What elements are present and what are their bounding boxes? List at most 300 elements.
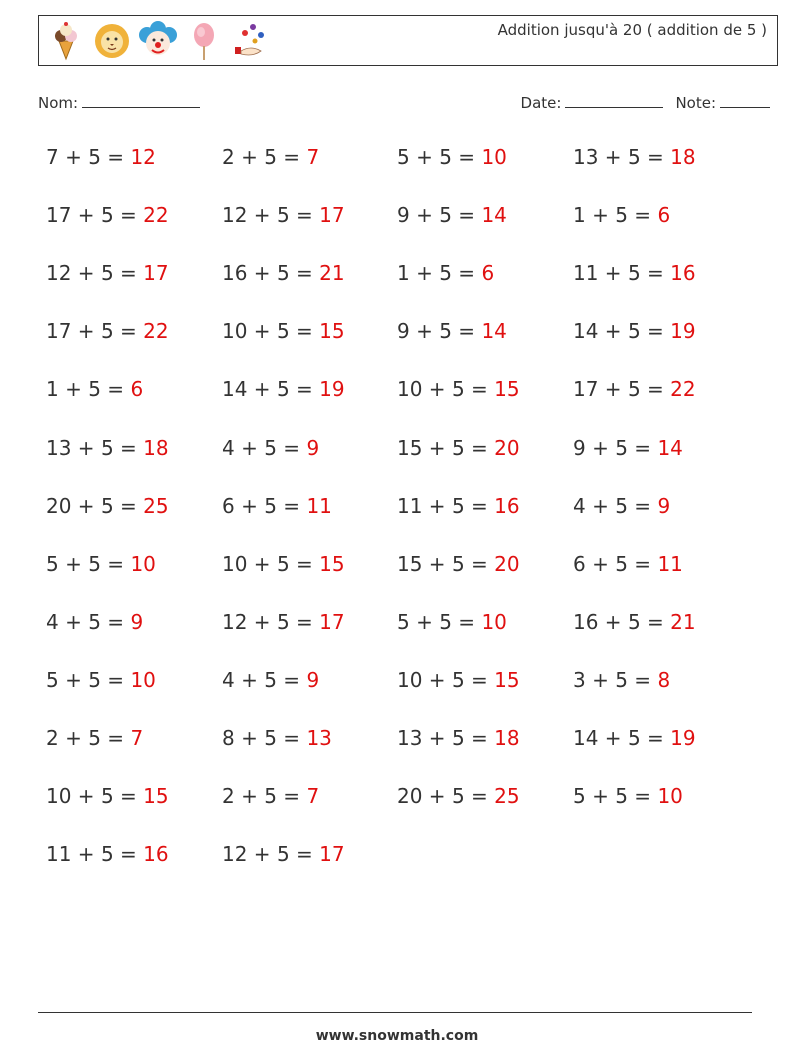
plus-sign: + xyxy=(234,784,265,809)
ice-cream-icon xyxy=(47,21,85,61)
answer: 16 xyxy=(143,842,169,867)
addition-problem xyxy=(573,668,670,692)
addend-b: 5 xyxy=(100,261,114,286)
equals-sign: = xyxy=(100,667,131,692)
equals-sign: = xyxy=(100,726,131,750)
addend-b: 5 xyxy=(615,784,628,809)
equals-sign: = xyxy=(289,203,320,228)
addition-problem xyxy=(222,552,345,576)
score-label: Note: xyxy=(675,94,716,112)
cotton-candy-icon xyxy=(185,21,223,61)
addition-problem xyxy=(573,494,670,518)
plus-sign: + xyxy=(247,203,277,228)
addition-problem xyxy=(397,261,494,285)
answer: 10 xyxy=(481,609,507,634)
equals-sign: = xyxy=(464,726,495,750)
addition-problem xyxy=(573,610,696,634)
answer: 8 xyxy=(657,667,671,692)
answer: 22 xyxy=(143,203,169,228)
name-field xyxy=(38,93,200,112)
addition-problem xyxy=(573,784,683,808)
juggling-icon xyxy=(231,21,269,61)
addend-b: 5 xyxy=(100,493,114,518)
answer: 9 xyxy=(306,435,320,460)
answer: 9 xyxy=(657,493,671,518)
addition-problem xyxy=(573,319,696,343)
clown-icon xyxy=(139,21,177,61)
addition-problem xyxy=(46,726,143,750)
equals-sign: = xyxy=(100,145,131,169)
addend-a: 12 xyxy=(222,842,248,867)
answer: 10 xyxy=(657,784,683,809)
plus-sign: + xyxy=(71,203,101,228)
addend-a: 11 xyxy=(573,261,599,286)
addition-problem xyxy=(397,494,520,518)
answer: 14 xyxy=(657,435,683,460)
plus-sign: + xyxy=(234,435,265,460)
addend-a: 7 xyxy=(46,145,59,169)
addend-a: 9 xyxy=(397,203,410,228)
addition-problem xyxy=(46,784,169,808)
answer: 17 xyxy=(319,842,345,867)
equals-sign: = xyxy=(113,261,144,286)
addend-a: 16 xyxy=(573,609,599,634)
plus-sign: + xyxy=(409,203,440,228)
addend-b: 5 xyxy=(100,784,114,809)
addend-b: 5 xyxy=(100,203,114,228)
addend-b: 5 xyxy=(276,319,290,344)
addend-a: 4 xyxy=(573,493,586,518)
answer: 7 xyxy=(306,145,320,169)
equals-sign: = xyxy=(464,551,495,576)
addition-problem xyxy=(46,494,169,518)
addition-problem xyxy=(397,145,507,169)
addend-a: 10 xyxy=(397,667,423,692)
equals-sign: = xyxy=(640,609,671,634)
addend-a: 5 xyxy=(397,145,410,169)
addend-b: 5 xyxy=(276,377,290,402)
addend-b: 5 xyxy=(100,319,114,344)
addend-a: 2 xyxy=(222,784,235,809)
answer: 17 xyxy=(143,261,169,286)
addend-b: 5 xyxy=(627,319,641,344)
equals-sign: = xyxy=(464,784,495,809)
addend-b: 5 xyxy=(276,551,290,576)
plus-sign: + xyxy=(422,435,452,460)
addition-problem xyxy=(397,377,520,401)
name-blank[interactable] xyxy=(82,93,200,108)
equals-sign: = xyxy=(451,145,482,169)
plus-sign: + xyxy=(422,493,452,518)
plus-sign: + xyxy=(409,609,440,634)
worksheet-title: Addition jusqu'à 20 ( addition de 5 ) xyxy=(497,21,767,39)
answer: 17 xyxy=(319,609,345,634)
addend-b: 5 xyxy=(439,319,452,344)
answer: 10 xyxy=(481,145,507,169)
answer: 18 xyxy=(143,435,169,460)
date-score-fields xyxy=(521,93,770,112)
answer: 6 xyxy=(481,261,495,286)
answer: 15 xyxy=(319,319,345,344)
addition-problem xyxy=(397,784,520,808)
equals-sign: = xyxy=(451,319,482,344)
addend-b: 5 xyxy=(88,145,101,169)
addend-a: 11 xyxy=(397,493,423,518)
addend-b: 5 xyxy=(88,667,101,692)
addend-a: 17 xyxy=(46,319,72,344)
answer: 16 xyxy=(670,261,696,286)
answer: 7 xyxy=(306,784,320,809)
date-label: Date: xyxy=(520,94,562,112)
equals-sign: = xyxy=(289,842,320,867)
plus-sign: + xyxy=(409,319,440,344)
answer: 25 xyxy=(143,493,169,518)
equals-sign: = xyxy=(464,377,495,402)
answer: 17 xyxy=(319,203,345,228)
addition-problem xyxy=(222,203,345,227)
answer: 13 xyxy=(306,726,332,750)
addend-a: 4 xyxy=(222,667,235,692)
addend-a: 13 xyxy=(573,145,599,169)
equals-sign: = xyxy=(276,493,307,518)
addition-problem xyxy=(46,436,169,460)
plus-sign: + xyxy=(71,319,101,344)
addition-problem xyxy=(46,145,156,169)
equals-sign: = xyxy=(100,377,131,402)
answer: 9 xyxy=(130,609,144,634)
equals-sign: = xyxy=(451,261,482,286)
addend-a: 10 xyxy=(222,551,248,576)
plus-sign: + xyxy=(71,784,101,809)
plus-sign: + xyxy=(422,667,452,692)
addend-b: 5 xyxy=(264,435,277,460)
addend-b: 5 xyxy=(627,726,641,750)
addition-problem xyxy=(222,842,345,866)
addend-b: 5 xyxy=(264,784,277,809)
name-label: Nom: xyxy=(38,94,79,112)
addend-b: 5 xyxy=(439,203,452,228)
equals-sign: = xyxy=(627,667,658,692)
addend-b: 5 xyxy=(627,609,641,634)
plus-sign: + xyxy=(58,609,89,634)
equals-sign: = xyxy=(640,145,671,169)
addition-problem xyxy=(222,145,319,169)
answer: 11 xyxy=(657,551,683,576)
addend-b: 5 xyxy=(451,377,465,402)
addend-b: 5 xyxy=(439,145,452,169)
addend-a: 6 xyxy=(573,551,586,576)
plus-sign: + xyxy=(58,667,89,692)
addend-a: 1 xyxy=(573,203,586,228)
addend-a: 12 xyxy=(222,609,248,634)
addition-problem xyxy=(573,726,696,750)
plus-sign: + xyxy=(71,261,101,286)
addend-a: 5 xyxy=(46,667,59,692)
plus-sign: + xyxy=(58,726,89,750)
answer: 11 xyxy=(306,493,332,518)
equals-sign: = xyxy=(289,377,320,402)
addend-b: 5 xyxy=(100,842,114,867)
addend-a: 9 xyxy=(397,319,410,344)
plus-sign: + xyxy=(58,377,89,402)
addend-a: 1 xyxy=(397,261,410,286)
plus-sign: + xyxy=(598,726,628,750)
plus-sign: + xyxy=(409,145,440,169)
addend-b: 5 xyxy=(264,667,277,692)
footer-url: www.snowmath.com xyxy=(315,1028,479,1044)
plus-sign: + xyxy=(247,609,277,634)
equals-sign: = xyxy=(289,319,320,344)
answer: 10 xyxy=(130,667,156,692)
addend-b: 5 xyxy=(276,842,290,867)
equals-sign: = xyxy=(627,203,658,228)
equals-sign: = xyxy=(640,319,671,344)
plus-sign: + xyxy=(598,377,628,402)
equals-sign: = xyxy=(451,203,482,228)
answer: 15 xyxy=(319,551,345,576)
addend-a: 15 xyxy=(397,551,423,576)
plus-sign: + xyxy=(247,551,277,576)
plus-sign: + xyxy=(422,551,452,576)
equals-sign: = xyxy=(464,435,495,460)
answer: 19 xyxy=(670,726,696,750)
equals-sign: = xyxy=(100,609,131,634)
plus-sign: + xyxy=(234,145,265,169)
addend-b: 5 xyxy=(627,261,641,286)
equals-sign: = xyxy=(276,784,307,809)
plus-sign: + xyxy=(247,261,277,286)
plus-sign: + xyxy=(422,784,452,809)
answer: 19 xyxy=(670,319,696,344)
equals-sign: = xyxy=(113,842,144,867)
addend-a: 10 xyxy=(222,319,248,344)
answer: 22 xyxy=(143,319,169,344)
equals-sign: = xyxy=(113,435,144,460)
equals-sign: = xyxy=(289,609,320,634)
plus-sign: + xyxy=(422,377,452,402)
addend-b: 5 xyxy=(451,667,465,692)
addition-problem xyxy=(222,436,319,460)
addition-problem xyxy=(46,610,143,634)
answer: 15 xyxy=(143,784,169,809)
plus-sign: + xyxy=(598,319,628,344)
equals-sign: = xyxy=(113,319,144,344)
answer: 18 xyxy=(494,726,520,750)
addend-b: 5 xyxy=(276,609,290,634)
addition-problem xyxy=(46,319,169,343)
addend-a: 13 xyxy=(46,435,72,460)
plus-sign: + xyxy=(585,667,616,692)
addend-b: 5 xyxy=(627,145,641,169)
equals-sign: = xyxy=(464,493,495,518)
equals-sign: = xyxy=(451,609,482,634)
addend-a: 13 xyxy=(397,726,423,750)
equals-sign: = xyxy=(113,203,144,228)
answer: 14 xyxy=(481,203,507,228)
answer: 10 xyxy=(130,551,156,576)
addend-b: 5 xyxy=(615,551,628,576)
addend-a: 2 xyxy=(222,145,235,169)
addend-a: 4 xyxy=(46,609,59,634)
addend-a: 10 xyxy=(46,784,72,809)
addition-problem xyxy=(573,261,696,285)
equals-sign: = xyxy=(627,435,658,460)
addend-a: 5 xyxy=(46,551,59,576)
addend-b: 5 xyxy=(615,667,628,692)
plus-sign: + xyxy=(58,551,89,576)
addition-problem xyxy=(222,494,332,518)
equals-sign: = xyxy=(640,377,671,402)
answer: 15 xyxy=(494,667,520,692)
addend-b: 5 xyxy=(439,609,452,634)
addend-b: 5 xyxy=(276,203,290,228)
addend-b: 5 xyxy=(615,435,628,460)
plus-sign: + xyxy=(598,609,628,634)
addend-a: 12 xyxy=(46,261,72,286)
answer: 21 xyxy=(670,609,696,634)
addend-a: 14 xyxy=(573,726,599,750)
addend-b: 5 xyxy=(276,261,290,286)
answer: 9 xyxy=(306,667,320,692)
lion-icon xyxy=(93,21,131,61)
answer: 16 xyxy=(494,493,520,518)
addend-a: 17 xyxy=(573,377,599,402)
plus-sign: + xyxy=(71,493,101,518)
addend-a: 12 xyxy=(222,203,248,228)
addition-problem xyxy=(397,436,520,460)
addend-a: 9 xyxy=(573,435,586,460)
addition-problem xyxy=(573,203,670,227)
plus-sign: + xyxy=(247,319,277,344)
plus-sign: + xyxy=(247,842,277,867)
plus-sign: + xyxy=(234,493,265,518)
addition-problem xyxy=(222,377,345,401)
answer: 15 xyxy=(494,377,520,402)
addend-b: 5 xyxy=(451,726,465,750)
addend-b: 5 xyxy=(264,145,277,169)
equals-sign: = xyxy=(640,726,671,750)
addend-b: 5 xyxy=(451,493,465,518)
plus-sign: + xyxy=(409,261,440,286)
addition-problem xyxy=(397,668,520,692)
equals-sign: = xyxy=(276,667,307,692)
addend-b: 5 xyxy=(88,551,101,576)
answer: 6 xyxy=(657,203,671,228)
addition-problem xyxy=(46,668,156,692)
addition-problem xyxy=(397,203,507,227)
addend-a: 20 xyxy=(397,784,423,809)
addend-a: 8 xyxy=(222,726,235,750)
addition-problem xyxy=(46,261,169,285)
addend-b: 5 xyxy=(451,435,465,460)
plus-sign: + xyxy=(58,145,89,169)
date-blank[interactable] xyxy=(565,93,663,108)
answer: 21 xyxy=(319,261,345,286)
addend-a: 5 xyxy=(397,609,410,634)
addend-b: 5 xyxy=(439,261,452,286)
addend-b: 5 xyxy=(451,551,465,576)
plus-sign: + xyxy=(598,145,628,169)
equals-sign: = xyxy=(276,145,307,169)
header-icons xyxy=(47,21,269,61)
equals-sign: = xyxy=(464,667,495,692)
addition-problem xyxy=(573,145,696,169)
addition-problem xyxy=(397,552,520,576)
answer: 14 xyxy=(481,319,507,344)
plus-sign: + xyxy=(585,493,616,518)
addend-b: 5 xyxy=(615,493,628,518)
addend-b: 5 xyxy=(615,203,628,228)
addend-a: 16 xyxy=(222,261,248,286)
plus-sign: + xyxy=(598,261,628,286)
plus-sign: + xyxy=(585,784,616,809)
equals-sign: = xyxy=(276,726,307,750)
addend-b: 5 xyxy=(88,609,101,634)
addition-problem xyxy=(397,319,507,343)
footer-divider xyxy=(38,1012,752,1013)
worksheet-header xyxy=(38,15,778,66)
addition-problem xyxy=(573,436,683,460)
plus-sign: + xyxy=(234,667,265,692)
addition-problem xyxy=(46,552,156,576)
addend-a: 5 xyxy=(573,784,586,809)
addition-problem xyxy=(573,377,696,401)
answer: 25 xyxy=(494,784,520,809)
addition-problem xyxy=(222,668,319,692)
addend-b: 5 xyxy=(88,726,101,750)
addend-b: 5 xyxy=(451,784,465,809)
addend-a: 2 xyxy=(46,726,59,750)
addition-problem xyxy=(46,203,169,227)
equals-sign: = xyxy=(289,261,320,286)
plus-sign: + xyxy=(585,435,616,460)
addend-b: 5 xyxy=(264,493,277,518)
addition-problem xyxy=(222,726,332,750)
answer: 12 xyxy=(130,145,156,169)
equals-sign: = xyxy=(627,493,658,518)
addition-problem xyxy=(397,610,507,634)
score-blank[interactable] xyxy=(720,93,770,108)
addend-a: 20 xyxy=(46,493,72,518)
equals-sign: = xyxy=(289,551,320,576)
equals-sign: = xyxy=(113,493,144,518)
plus-sign: + xyxy=(71,842,101,867)
addition-problem xyxy=(222,319,345,343)
addend-a: 17 xyxy=(46,203,72,228)
equals-sign: = xyxy=(627,784,658,809)
plus-sign: + xyxy=(71,435,101,460)
addition-problem xyxy=(573,552,683,576)
addend-a: 10 xyxy=(397,377,423,402)
answer: 19 xyxy=(319,377,345,402)
answer: 20 xyxy=(494,435,520,460)
addition-problem xyxy=(46,842,169,866)
equals-sign: = xyxy=(627,551,658,576)
plus-sign: + xyxy=(247,377,277,402)
addend-b: 5 xyxy=(100,435,114,460)
addend-b: 5 xyxy=(264,726,277,750)
answer: 18 xyxy=(670,145,696,169)
equals-sign: = xyxy=(113,784,144,809)
addition-problem xyxy=(397,726,520,750)
addend-a: 14 xyxy=(573,319,599,344)
addend-a: 11 xyxy=(46,842,72,867)
answer: 20 xyxy=(494,551,520,576)
addend-a: 6 xyxy=(222,493,235,518)
answer: 22 xyxy=(670,377,696,402)
plus-sign: + xyxy=(585,203,616,228)
addition-problem xyxy=(222,784,319,808)
